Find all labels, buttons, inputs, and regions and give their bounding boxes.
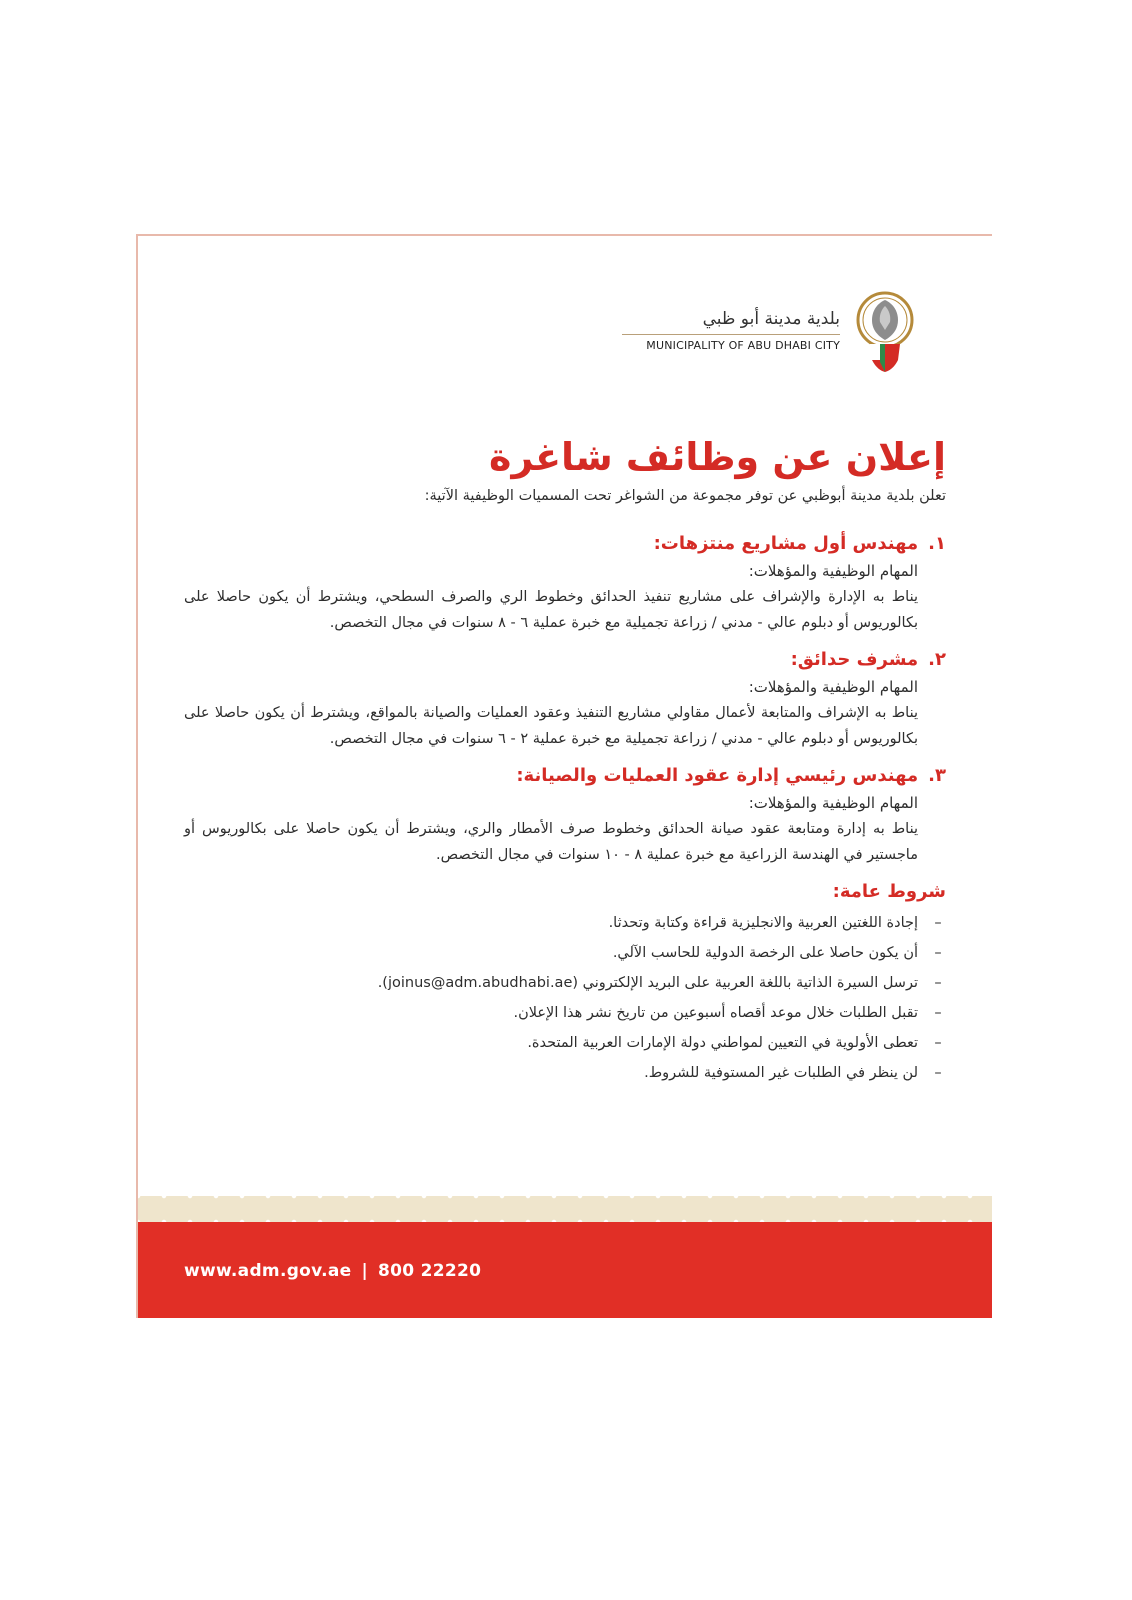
- job-number: ٣.: [928, 765, 946, 786]
- job-title: [184, 762, 946, 790]
- condition-text: أن يكون حاصلا على الرخصة الدولية للحاسب الآلي.: [612, 945, 918, 961]
- job-subheading: المهام الوظيفية والمؤهلات:: [748, 562, 918, 580]
- footer-separator: |: [361, 1261, 369, 1281]
- job-title-text: مهندس أول مشاريع منتزهات:: [653, 533, 919, 554]
- dash-bullet: –: [934, 1005, 942, 1021]
- dash-bullet: –: [934, 1035, 942, 1051]
- logo-divider: [622, 334, 840, 335]
- ad-title: إعلان عن وظائف شاغرة: [489, 435, 946, 479]
- dash-bullet: –: [934, 915, 942, 931]
- list-item: [184, 908, 946, 938]
- footer-phone: 800 22220: [378, 1261, 482, 1281]
- job-2: [184, 646, 946, 752]
- job-description: يناط به الإشراف والمتابعة لأعمال مقاولي مشاريع التنفيذ وعقود العمليات والصيانة بالمواقع، ويشترط أن يكون حاصلا على بكالوريوس أو دبلوم عالي - مدني / زراعة تجميلية مع خبرة عملية ٢ - ٦ سنوات في مجال التخصص.: [184, 705, 918, 747]
- footer-website: www.adm.gov.ae: [184, 1261, 352, 1281]
- job-1: [184, 530, 946, 636]
- dash-bullet: –: [934, 975, 942, 991]
- job-title-text: مشرف حدائق:: [790, 649, 919, 670]
- condition-text: تعطى الأولوية في التعيين لمواطني دولة الإمارات العربية المتحدة.: [527, 1035, 918, 1051]
- falcon-emblem-icon: [854, 286, 916, 374]
- ad-footer: [138, 1222, 992, 1318]
- list-item: [184, 968, 946, 998]
- logo-arabic-name: بلدية مدينة أبو ظبي: [702, 309, 840, 329]
- conditions-title: شروط عامة:: [832, 881, 946, 902]
- job-title-text: مهندس رئيسي إدارة عقود العمليات والصيانة:: [516, 765, 919, 786]
- job-subheading: المهام الوظيفية والمؤهلات:: [748, 794, 918, 812]
- job-advertisement: [136, 234, 992, 1318]
- municipality-logo: [600, 284, 916, 376]
- condition-text: إجادة اللغتين العربية والانجليزية قراءة وكتابة وتحدثا.: [608, 915, 918, 931]
- job-title: [184, 530, 946, 558]
- condition-text: لن ينظر في الطلبات غير المستوفية للشروط.: [644, 1065, 918, 1081]
- list-item: [184, 938, 946, 968]
- job-description: يناط به إدارة ومتابعة عقود صيانة الحدائق وخطوط صرف الأمطار والري، ويشترط أن يكون حاصلا على بكالوريوس أو ماجستير في الهندسة الزراعية مع خبرة عملية ٨ - ١٠ سنوات في مجال التخصص.: [184, 821, 918, 863]
- ad-intro: تعلن بلدية مدينة أبوظبي عن توفر مجموعة من الشواغر تحت المسميات الوظيفية الآتية:: [424, 488, 946, 504]
- decorative-pattern-band: [138, 1196, 992, 1222]
- list-item: [184, 1058, 946, 1088]
- logo-english-name: MUNICIPALITY OF ABU DHABI CITY: [646, 339, 840, 352]
- job-3: [184, 762, 946, 868]
- job-description: يناط به الإدارة والإشراف على مشاريع تنفيذ الحدائق وخطوط الري والصرف السطحي، ويشترط أن يكون حاصلا على بكالوريوس أو دبلوم عالي - مدني / زراعة تجميلية مع خبرة عملية ٦ - ٨ سنوات في مجال التخصص.: [184, 589, 918, 631]
- job-number: ١.: [928, 533, 946, 554]
- dash-bullet: –: [934, 945, 942, 961]
- list-item: [184, 998, 946, 1028]
- job-title: [184, 646, 946, 674]
- job-subheading: المهام الوظيفية والمؤهلات:: [748, 678, 918, 696]
- conditions-list: [184, 908, 946, 1088]
- job-number: ٢.: [928, 649, 946, 670]
- ad-content: [184, 432, 946, 1088]
- list-item: [184, 1028, 946, 1058]
- dash-bullet: –: [934, 1065, 942, 1081]
- footer-contact: [184, 1261, 481, 1281]
- condition-text: ترسل السيرة الذاتية باللغة العربية على البريد الإلكتروني (joinus@adm.abudhabi.ae).: [377, 975, 918, 991]
- condition-text: تقبل الطلبات خلال موعد أقصاه أسبوعين من تاريخ نشر هذا الإعلان.: [513, 1005, 918, 1021]
